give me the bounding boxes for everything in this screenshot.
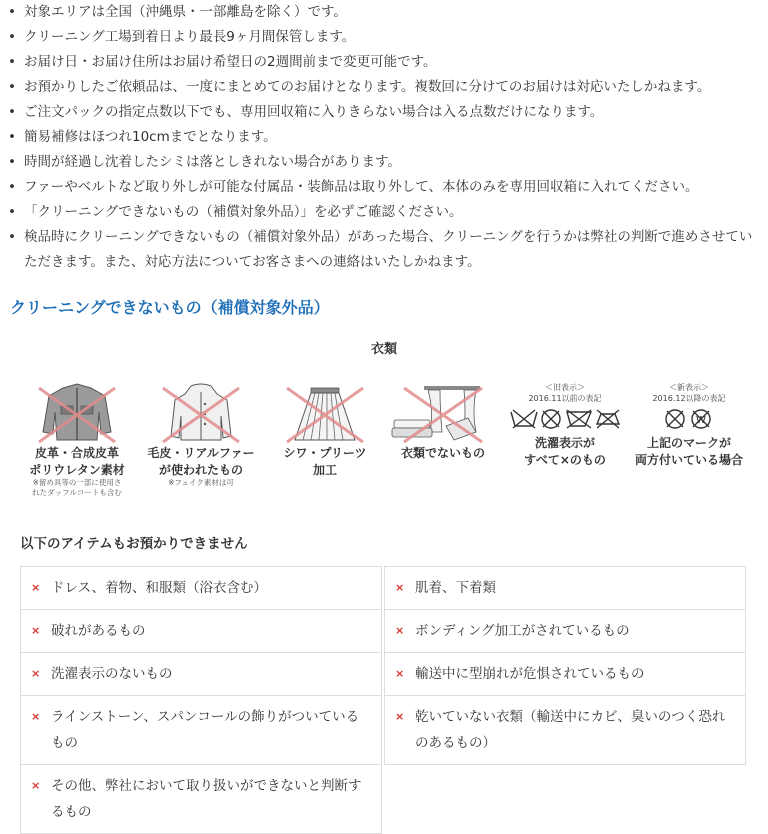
icon-label: 毛皮・リアルファー <box>147 446 255 460</box>
excluded-items-right <box>384 566 746 765</box>
label-era-date: 2016.12以降の表記 <box>652 394 726 403</box>
icon-label: 皮革・合成皮革 <box>34 446 119 460</box>
cross-mark-icon: × <box>395 624 405 637</box>
note-item: • 対象エリアは全国（沖縄県・一部離島を除く）です。 <box>6 0 758 25</box>
cross-mark-icon: × <box>31 667 41 680</box>
svg-text:W: W <box>696 415 706 426</box>
pleated-skirt-icon <box>271 382 379 444</box>
icon-note: ※留め具等の一部に使用さ <box>32 478 122 487</box>
item-text: 洗濯表示のないもの <box>51 666 173 682</box>
list-item <box>385 609 745 652</box>
note-item: • 検品時にクリーニングできないもの（補償対象外品）があった場合、クリーニングを行うかは弊社の判断で進めさせていただきます。また、対応方法についてお客さまへの連絡はいたしかねます。 <box>6 225 758 275</box>
item-text: その他、弊社において取り扱いができないと判断するもの <box>51 778 362 820</box>
cross-mark-icon: × <box>31 710 41 723</box>
note-item: • ご注文パックの指定点数以下でも、専用回収箱に入りきらない場合は入る点数だけになります。 <box>6 100 758 125</box>
list-item <box>21 764 381 833</box>
note-item: • 時間が経過し沈着したシミは落としきれない場合があります。 <box>6 150 758 175</box>
item-text: ボンディング加工がされているもの <box>415 623 630 639</box>
label-part-emphasis: 両方 <box>634 453 659 467</box>
list-item <box>21 695 381 764</box>
icon-label <box>506 453 624 468</box>
list-item <box>21 652 381 695</box>
cross-mark-icon: × <box>31 779 41 792</box>
item-text: ラインストーン、スパンコールの飾りがついているもの <box>51 709 360 751</box>
cross-mark-icon: × <box>31 581 41 594</box>
fur-coat-icon <box>147 382 255 444</box>
new-care-labels-icon <box>631 404 747 434</box>
excluded-items-left <box>20 566 382 834</box>
icon-item-pleats <box>266 382 384 502</box>
item-text: 肌着、下着類 <box>415 580 496 596</box>
household-items-icon <box>384 382 502 444</box>
list-item <box>385 695 745 764</box>
icon-item-non-clothing <box>384 382 502 502</box>
notes-list <box>6 0 758 275</box>
cross-mark-icon: × <box>395 667 405 680</box>
item-text: ドレス、着物、和服類（浴衣含む） <box>51 580 267 596</box>
note-item: • お預かりしたご依頼品は、一度にまとめてのお届けとなります。複数回に分けてのお届けは対応いたしかねます。 <box>6 75 758 100</box>
list-item <box>385 567 745 609</box>
item-text: 輸送中に型崩れが危惧されているもの <box>415 666 645 682</box>
icon-note: ※フェイク素材は可 <box>168 478 234 487</box>
icon-item-new-labels <box>630 382 748 502</box>
icon-label: シワ・プリーツ <box>283 446 367 460</box>
note-item: • 「クリーニングできないもの（補償対象外品）」を必ずご確認ください。 <box>6 200 758 225</box>
list-item <box>21 567 381 609</box>
note-item: • お届け日・お届け住所はお届け希望日の2週間前まで変更可能です。 <box>6 50 758 75</box>
sub-title: 以下のアイテムもお預かりできません <box>20 536 248 552</box>
label-part: 付いている場合 <box>659 453 744 467</box>
icon-label: ポリウレタン素材 <box>29 463 125 477</box>
category-title: 衣類 <box>370 342 397 357</box>
item-text: 破れがあるもの <box>51 623 146 639</box>
label-part: すべて <box>524 453 560 467</box>
list-item <box>385 652 745 695</box>
icon-label: が使われたもの <box>158 463 243 477</box>
icon-label: 上記のマークが <box>646 436 731 450</box>
label-era: ＜新表示＞ <box>669 383 709 392</box>
icon-item-fur <box>142 382 260 502</box>
icon-note: れたダッフルコートも含む <box>32 488 122 497</box>
label-era: ＜旧表示＞ <box>545 383 585 392</box>
icon-item-old-labels <box>506 382 624 502</box>
old-care-labels-icon <box>507 404 623 434</box>
leather-jacket-icon <box>23 382 131 444</box>
non-cleanable-icons <box>18 382 748 502</box>
icon-label: 加工 <box>312 463 337 477</box>
icon-label: 洗濯表示が <box>534 436 595 450</box>
icon-item-leather <box>18 382 136 502</box>
cross-mark-icon: × <box>31 624 41 637</box>
icon-label: 衣類でないもの <box>400 446 485 460</box>
label-part-emphasis: ×のもの <box>559 453 606 467</box>
cross-mark-icon: × <box>395 581 405 594</box>
section-title: クリーニングできないもの（補償対象外品） <box>10 298 330 317</box>
label-era-date: 2016.11以前の表記 <box>528 394 602 403</box>
note-item: • 簡易補修はほつれ10cmまでとなります。 <box>6 125 758 150</box>
cross-mark-icon: × <box>395 710 405 723</box>
item-text: 乾いていない衣類（輸送中にカビ、臭いのつく恐れのあるもの） <box>415 709 726 751</box>
list-item <box>21 609 381 652</box>
icon-label <box>630 453 748 468</box>
note-item: • ファーやベルトなど取り外しが可能な付属品・装飾品は取り外して、本体のみを専用回収箱に入れてください。 <box>6 175 758 200</box>
note-item: • クリーニング工場到着日より最長9ヶ月間保管します。 <box>6 25 758 50</box>
